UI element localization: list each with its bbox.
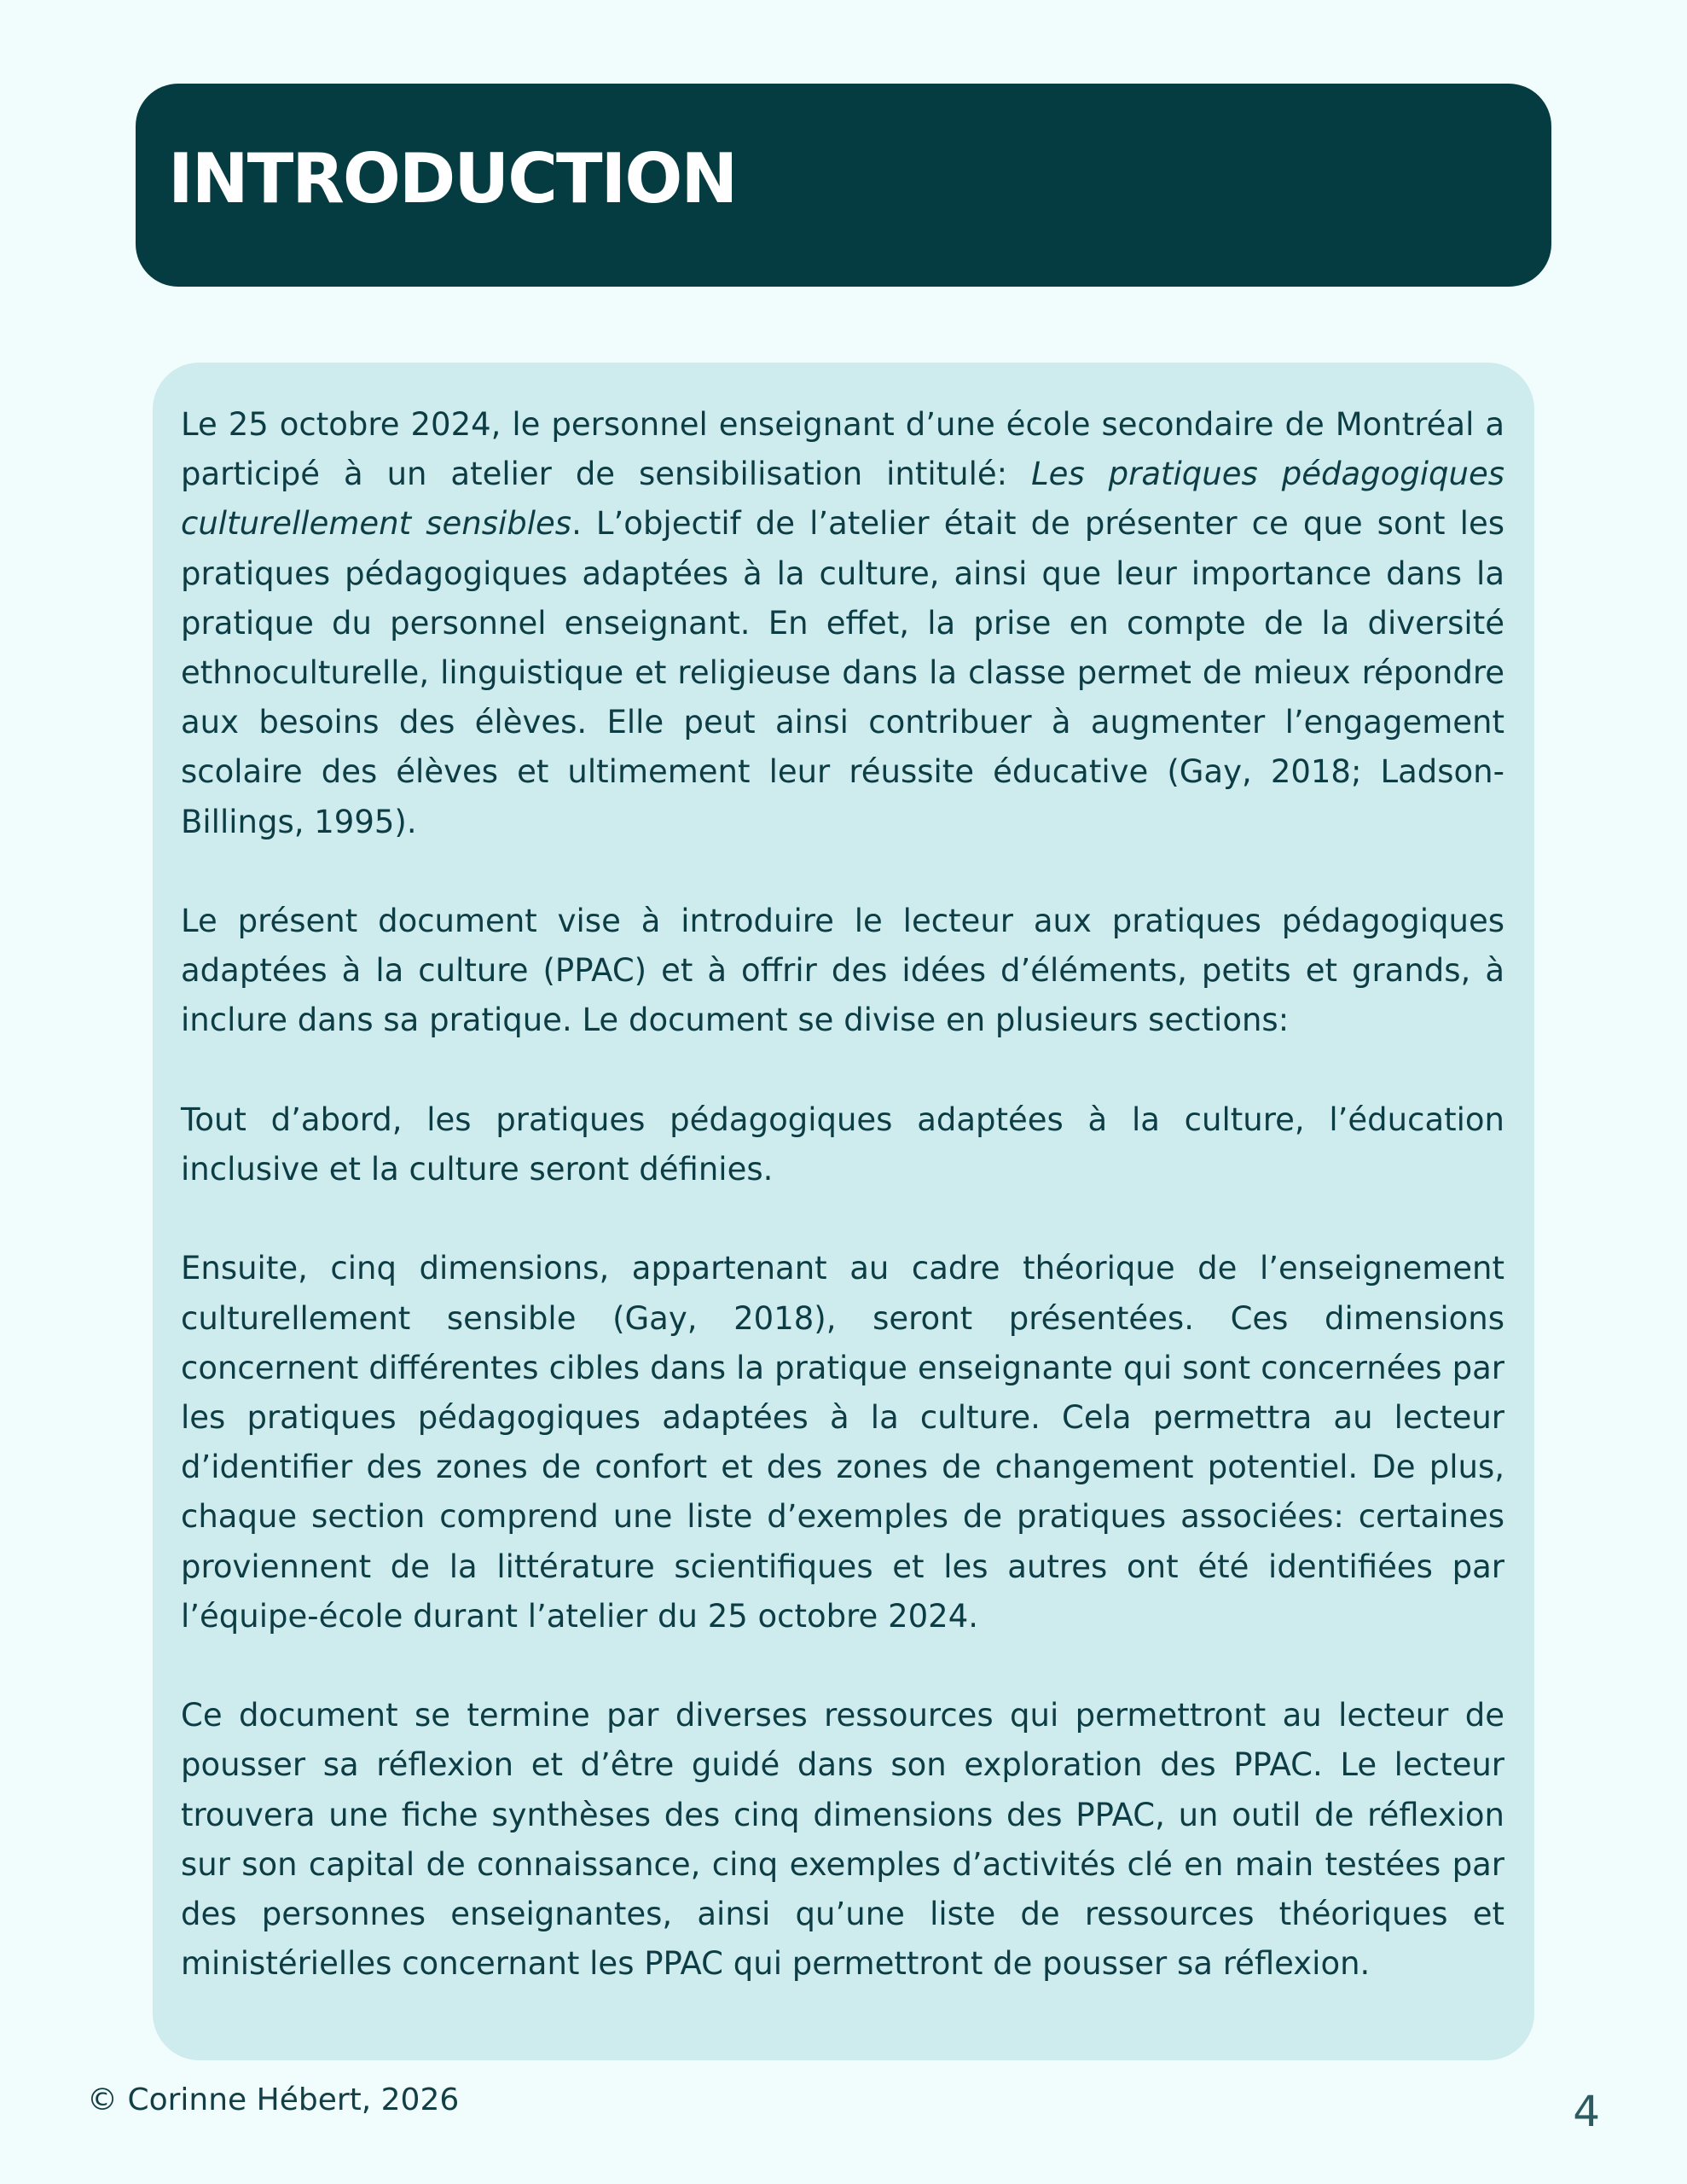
paragraph-1-rest: . L’objectif de l’atelier était de présenter ce que sont les pratiques pédagogiques adaptées à la culture, ainsi que leur importance dans la pratique du personnel enseignant. En effet, la prise en compte de la diversité ethnoculturelle, linguistique et religieuse dans la classe permet de mieux répondre aux besoins des élèves. Elle peut ainsi contribuer à augmenter l’engagement scolaire des élèves et ultimement leur réussite éducative (Gay, 2018; Ladson-Billings, 1995).: [181, 505, 1504, 840]
page-number: 4: [1573, 2087, 1600, 2136]
paragraph-3: Tout d’abord, les pratiques pédagogiques adaptées à la culture, l’éducation inclusive et la culture seront définies.: [181, 1101, 1504, 1188]
page-title: INTRODUCTION: [168, 139, 737, 218]
paragraph-4: Ensuite, cinq dimensions, appartenant au cadre théorique de l’enseignement culturellement sensible (Gay, 2018), seront présentées. Ces dimensions concernent différentes cibles dans la pratique enseignante qui sont concernées par les pratiques pédagogiques adaptées à la culture. Cela permettra au lecteur d’identifier des zones de confort et des zones de changement potentiel. De plus, chaque section comprend une liste d’exemples de pratiques associées: certaines proviennent de la littérature scientifiques et les autres ont été identifiées par l’équipe-école durant l’atelier du 25 octobre 2024.: [181, 1250, 1504, 1635]
paragraph-2: Le présent document vise à introduire le lecteur aux pratiques pédagogiques adaptées à la culture (PPAC) et à offrir des idées d’éléments, petits et grands, à inclure dans sa pratique. Le document se divise en plusieurs sections:: [181, 903, 1504, 1039]
title-banner: [136, 84, 1551, 287]
paragraph-5: Ce document se termine par diverses ressources qui permettront au lecteur de pousser sa réflexion et d’être guidé dans son exploration des PPAC. Le lecteur trouvera une fiche synthèses des cinq dimensions des PPAC, un outil de réflexion sur son capital de connaissance, cinq exemples d’activités clé en main testées par des personnes enseignantes, ainsi qu’une liste de ressources théoriques et ministérielles concernant les PPAC qui permettront de pousser sa réflexion.: [181, 1697, 1504, 1983]
paragraph-1-intro: Le 25 octobre 2024, le personnel enseignant d’une école secondaire de Montréal a participé à un atelier de sensibilisation intitulé:: [181, 406, 1504, 493]
workshop-title: Les pratiques pédagogiques culturellement sensibles: [181, 456, 1504, 543]
paragraph-1: [181, 400, 1504, 847]
copyright-notice: © Corinne Hébert, 2026: [87, 2082, 460, 2117]
introduction-body: [181, 400, 1504, 1989]
